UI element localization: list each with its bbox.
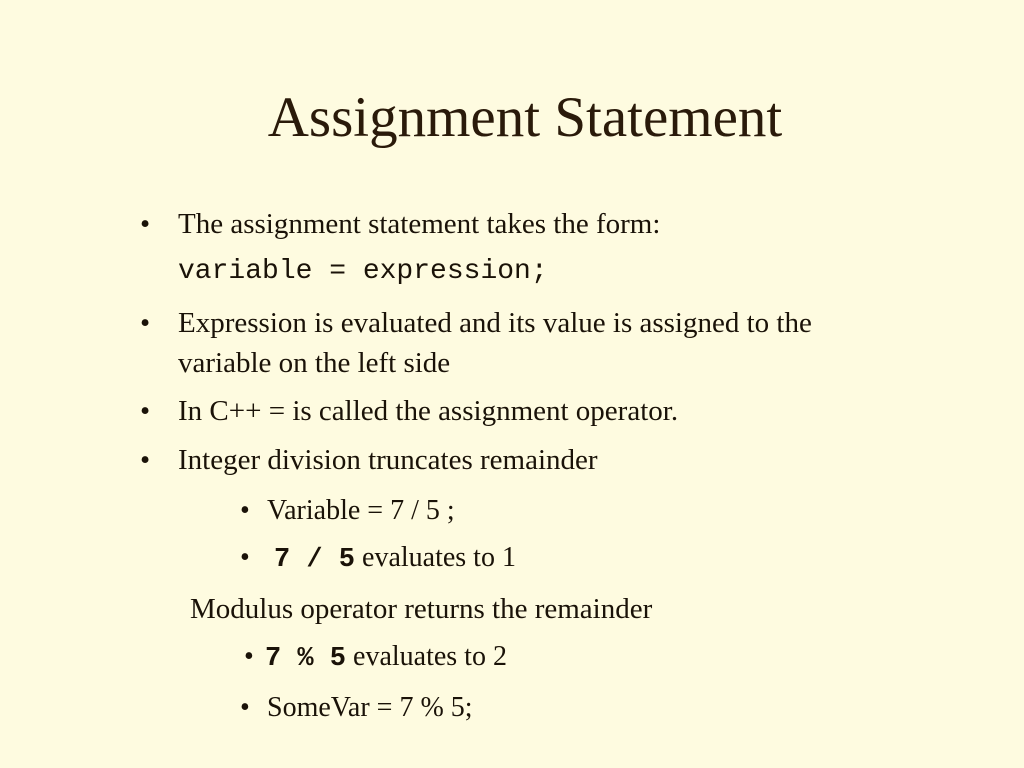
bullet-1-text: The assignment statement takes the form: — [178, 208, 661, 240]
sub-bullet-division-result — [274, 538, 516, 580]
bullet-marker: • — [140, 444, 151, 476]
sub-bullet-somevar: SomeVar = 7 % 5; — [267, 692, 473, 723]
modulus-text: Modulus operator returns the remainder — [190, 593, 653, 625]
sub-bullet-marker: • — [240, 495, 250, 526]
bullet-4-text: Integer division truncates remainder — [178, 444, 598, 476]
sub-bullet-marker: • — [244, 641, 254, 672]
bullet-2-line-2: variable on the left side — [178, 347, 451, 379]
bullet-3-text: In C++ = is called the assignment operator. — [178, 395, 679, 427]
sub-bullet-variable-division: Variable = 7 / 5 ; — [267, 495, 455, 526]
sub-bullet-marker: • — [240, 692, 250, 723]
sub-bullet-marker: • — [240, 542, 250, 573]
sub-bullet-modulus-result — [265, 637, 507, 679]
bullet-marker: • — [140, 395, 151, 427]
modulus-result-text: evaluates to 2 — [346, 641, 507, 672]
bullet-1-code: variable = expression; — [178, 256, 548, 287]
bullet-marker: • — [140, 307, 151, 339]
division-result-text: evaluates to 1 — [355, 542, 516, 573]
bullet-2-line-1: Expression is evaluated and its value is assigned to the — [178, 307, 812, 339]
bullet-marker: • — [140, 208, 151, 240]
slide-title: Assignment Statement — [267, 86, 783, 149]
code-7-mod-5: 7 % 5 — [265, 644, 347, 674]
code-7-div-5: 7 / 5 — [274, 545, 356, 575]
